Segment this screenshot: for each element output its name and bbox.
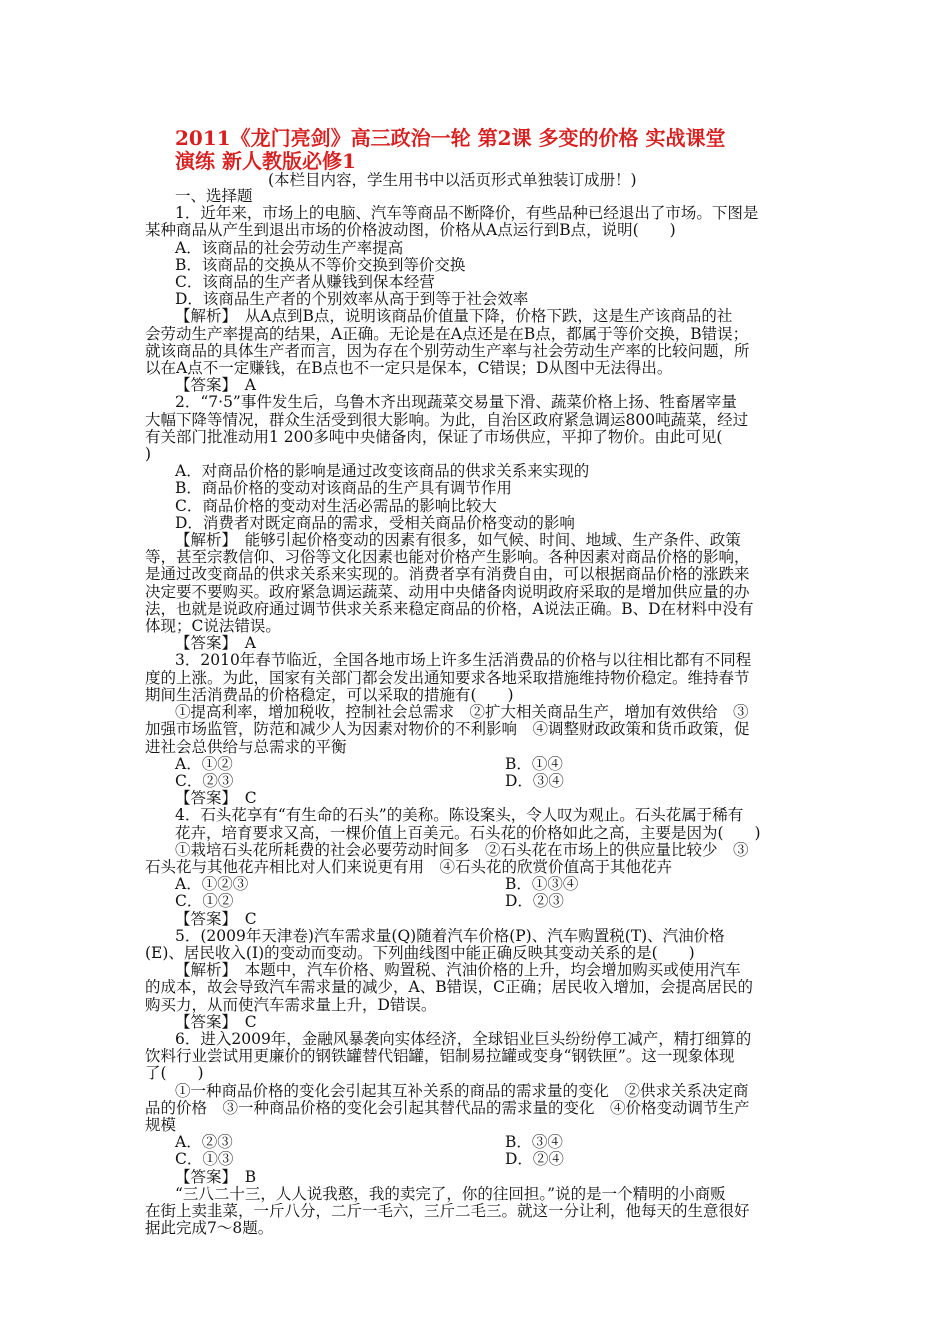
text-line: 【答案】 A — [175, 376, 256, 395]
text-line: D．该商品生产者的个别效率从高于到等于社会效率 — [175, 290, 529, 309]
text-line: 【答案】 C — [175, 909, 257, 928]
text-line: D．消费者对既定商品的需求，受相关商品价格变动的影响 — [175, 513, 575, 532]
option-right: B．①④ — [505, 754, 563, 773]
option-right: B．③④ — [505, 1133, 563, 1152]
text-line: 购买力，从而使汽车需求量上升，D错误。 — [145, 995, 437, 1014]
text-line: 饮料行业尝试用更廉价的钢铁罐替代铝罐，铝制易拉罐或变身“钢铁匣”。这一现象体现 — [145, 1047, 735, 1066]
option-right: B．①③④ — [505, 875, 579, 894]
text-line: ①一种商品价格的变化会引起其互补关系的商品的需求量的变化 ②供求关系决定商 — [175, 1081, 749, 1100]
option-row — [145, 773, 805, 790]
text-line: A．对商品价格的影响是通过改变该商品的供求关系来实现的 — [175, 462, 590, 481]
text-line: 【答案】 B — [175, 1167, 257, 1186]
option-right: D．②③ — [505, 892, 564, 911]
document-title — [175, 127, 835, 173]
option-left: C．②③ — [175, 771, 234, 790]
text-line: “三八二十三，人人说我憨，我的卖完了，你的往回担。”说的是一个精明的小商贩 — [175, 1184, 726, 1203]
title-line-1: 2011《龙门亮剑》高三政治一轮 第2课 多变的价格 实战课堂 — [175, 126, 726, 150]
option-row — [145, 1151, 805, 1168]
text-line: A．该商品的社会劳动生产率提高 — [175, 238, 404, 257]
section-heading: 一、选择题 — [175, 187, 253, 205]
text-line: (E)、居民收入(I)的变动而变动。下列曲线图中能正确反映其变动关系的是( ) — [145, 943, 695, 962]
text-line: 【答案】 C — [175, 789, 257, 808]
text-line: 的成本，故会导致汽车需求量的减少，A、B错误，C正确；居民收入增加，会提高居民的 — [145, 978, 753, 997]
text-line: 有关部门批准动用1 200多吨中央储备肉，保证了市场供应，平抑了物价。由此可见( — [145, 427, 723, 446]
text-line: 1．近年来，市场上的电脑、汽车等商品不断降价，有些品种已经退出了市场。下图是 — [175, 204, 759, 223]
text-line: 是通过改变商品的供求关系来实现的。消费者享有消费自由，可以根据商品价格的涨跌来 — [145, 565, 750, 584]
text-line: 5．(2009年天津卷)汽车需求量(Q)随着汽车价格(P)、汽车购置税(T)、汽油价格 — [175, 926, 725, 945]
option-row — [145, 893, 805, 910]
text-line: 2．“7·5”事件发生后，乌鲁木齐出现蔬菜交易量下滑、蔬菜价格上扬、牲畜屠宰量 — [175, 393, 737, 412]
text-line: 就该商品的具体生产者而言，因为存在个别劳动生产率与社会劳动生产率的比较问题，所 — [145, 341, 750, 360]
text-line: 【答案】 C — [175, 1012, 257, 1031]
text-line: C．商品价格的变动对生活必需品的影响比较大 — [175, 496, 497, 515]
option-left: C．①② — [175, 892, 234, 911]
text-line: 度的上涨。为此，国家有关部门都会发出通知要求各地采取措施维持物价稳定。维持春节 — [145, 668, 750, 687]
text-line: 大幅下降等情况，群众生活受到很大影响。为此，自治区政府紧急调运800吨蔬菜，经过 — [145, 410, 749, 429]
text-line: 某种商品从产生到退出市场的价格波动图，价格从A点运行到B点，说明( ) — [145, 221, 676, 240]
text-line: 决定要不要购买。政府紧急调运蔬菜、动用中央储备肉说明政府采取的是增加供应量的办 — [145, 582, 750, 601]
option-right: D．③④ — [505, 771, 564, 790]
text-line: 法，也就是说政府通过调节供求关系来稳定商品的价格，A说法正确。B、D在材料中没有 — [145, 599, 754, 618]
title-line-2: 演练 新人教版必修1 — [175, 149, 356, 173]
option-left: C．①③ — [175, 1150, 234, 1169]
text-line: 【解析】 能够引起价格变动的因素有很多，如气候、时间、地域、生产条件、政策 — [175, 531, 741, 550]
text-line: 品的价格 ③一种商品价格的变化会引起其替代品的需求量的变化 ④价格变动调节生产 — [145, 1098, 750, 1117]
text-line: C．该商品的生产者从赚钱到保本经营 — [175, 273, 435, 292]
option-left: A．①②③ — [175, 875, 249, 894]
text-line: 会劳动生产率提高的结果，A正确。无论是在A点还是在B点，都属于等价交换，B错误； — [145, 324, 749, 343]
text-line: 等，甚至宗教信仰、习俗等文化因素也能对价格产生影响。各种因素对商品价格的影响， — [145, 548, 750, 567]
text-line: 以在A点不一定赚钱，在B点也不一定只是保本，C错误；D从图中无法得出。 — [145, 359, 673, 378]
subtitle-note: (本栏目内容，学生用书中以活页形式单独装订成册！) — [268, 171, 637, 189]
text-line: 石头花与其他花卉相比对人们来说更有用 ④石头花的欣赏价值高于其他花卉 — [145, 857, 673, 876]
text-line: ①提高利率，增加税收，控制社会总需求 ②扩大相关商品生产，增加有效供给 ③ — [175, 703, 749, 722]
text-line: B．该商品的交换从不等价交换到等价交换 — [175, 255, 466, 274]
text-line: 6．进入2009年，金融风暴袭向实体经济，全球铝业巨头纷纷停工减产，精打细算的 — [175, 1029, 752, 1048]
option-row — [145, 756, 805, 773]
option-left: A．①② — [175, 754, 233, 773]
text-line: 3．2010年春节临近，全国各地市场上许多生活消费品的价格与以往相比都有不同程 — [175, 651, 752, 670]
text-line: 花卉，培育要求又高，一棵价值上百美元。石头花的价格如此之高，主要是因为( ) — [175, 823, 761, 842]
text-line: 了( ) — [145, 1064, 204, 1083]
option-row — [145, 1134, 805, 1151]
text-line: B．商品价格的变动对该商品的生产具有调节作用 — [175, 479, 512, 498]
text-line: ①栽培石头花所耗费的社会必要劳动时间多 ②石头花在市场上的供应量比较少 ③ — [175, 840, 749, 859]
text-line: 加强市场监管，防范和减少人为因素对物价的不利影响 ④调整财政政策和货币政策，促 — [145, 720, 750, 739]
text-line: 【解析】 从A点到B点，说明该商品价值量下降，价格下跌，这是生产该商品的社 — [175, 307, 733, 326]
text-line: 据此完成7～8题。 — [145, 1219, 274, 1238]
text-line: 进社会总供给与总需求的平衡 — [145, 737, 347, 756]
text-line: 【答案】 A — [175, 634, 256, 653]
text-line: 期间生活消费品的价格稳定，可以采取的措施有( ) — [145, 685, 514, 704]
option-right: D．②④ — [505, 1150, 564, 1169]
text-line: ) — [145, 445, 152, 464]
option-left: A．②③ — [175, 1133, 233, 1152]
text-line: 在街上卖韭菜，一斤八分，二斤一毛六，三斤二毛三。就这一分让利，他每天的生意很好 — [145, 1201, 750, 1220]
text-line: 【解析】 本题中，汽车价格、购置税、汽油价格的上升，均会增加购买或使用汽车 — [175, 961, 741, 980]
document-body — [145, 188, 805, 1237]
text-line: 体现；C说法错误。 — [145, 617, 281, 636]
text-line: 4．石头花享有“有生命的石头”的美称。陈设案头，令人叹为观止。石头花属于稀有 — [175, 806, 744, 825]
text-line: 规模 — [145, 1115, 177, 1134]
option-row — [145, 876, 805, 893]
